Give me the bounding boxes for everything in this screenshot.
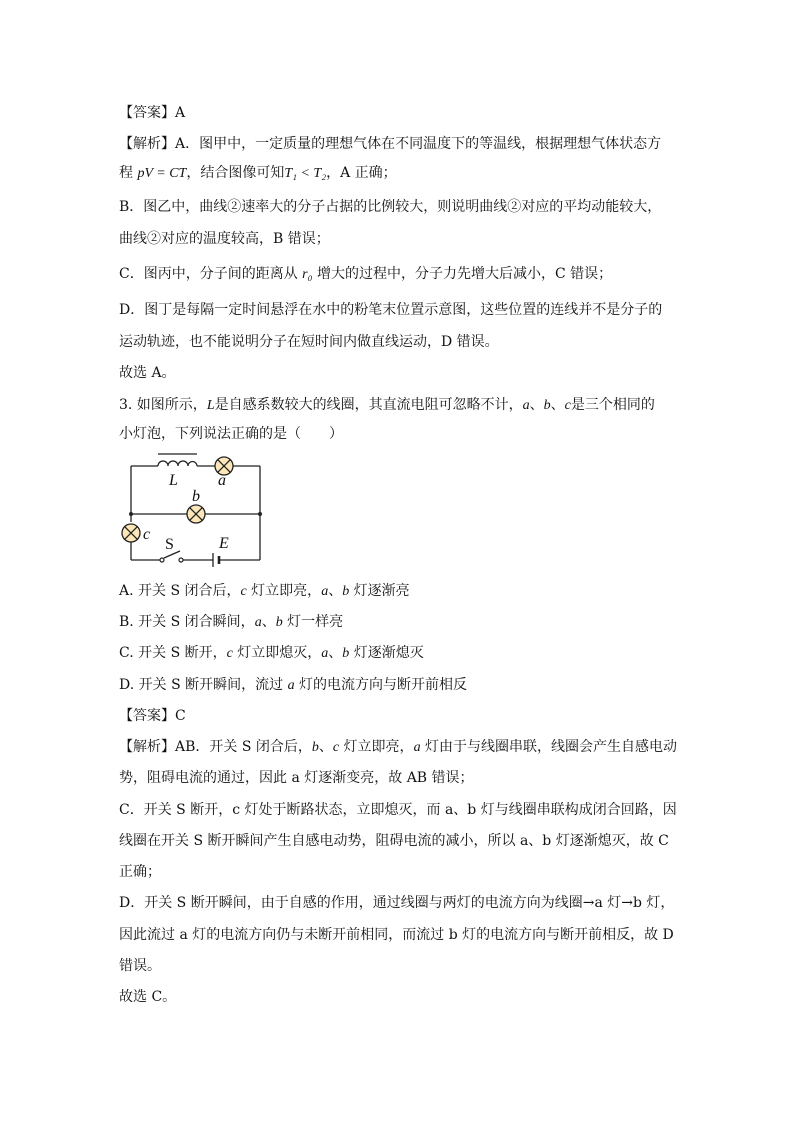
text-run: 3. 如图所示， xyxy=(119,397,207,413)
label-c: c xyxy=(143,526,151,543)
analysis-line: D．图丁是每隔一定时间悬浮在水中的粉笔末位置示意图，这些位置的连线并不是分子的 xyxy=(119,302,663,318)
analysis-line xyxy=(119,163,397,184)
switch-contact xyxy=(160,558,164,562)
answer-tag: 【答案】 xyxy=(119,105,175,121)
analysis-line: 曲线②对应的温度较高，B 错误； xyxy=(119,231,330,247)
text-run: AB．开关 S 闭合后， xyxy=(175,739,312,755)
var: L xyxy=(206,398,215,413)
analysis-line: C．开关 S 断开，c 灯处于断路状态，立即熄灭，而 a、b 灯与线圈串联构成闭合回路，因 xyxy=(119,802,677,818)
formula: T₁ < T₂ xyxy=(284,166,327,181)
analysis-tag: 【解析】 xyxy=(119,136,175,152)
var: c xyxy=(332,740,340,755)
text-run: 灯立即熄灭， xyxy=(232,645,322,661)
junction-dot xyxy=(258,512,262,516)
option-a xyxy=(119,581,410,602)
var: a xyxy=(321,646,329,661)
text-run: 灯立即亮， xyxy=(339,739,414,755)
question-stem: 小灯泡，下列说法正确的是（ ） xyxy=(119,426,343,442)
label-L: L xyxy=(169,472,178,489)
analysis-line xyxy=(119,134,661,154)
text-run: 灯由于与线圈串联，线圈会产生自感电动 xyxy=(420,739,678,755)
option-d xyxy=(119,675,467,696)
label-a: a xyxy=(218,472,226,489)
answer-tag: 【答案】 xyxy=(119,708,175,724)
text-run: C. 开关 S 断开， xyxy=(119,645,227,661)
var: b xyxy=(342,584,350,599)
formula: r₀ xyxy=(302,267,313,282)
lamp-c-icon xyxy=(122,524,140,542)
text-run: C．图丙中，分子间的距离从 xyxy=(119,266,298,282)
text-run: 、 xyxy=(328,583,343,599)
text-run: 灯一样亮 xyxy=(282,614,344,630)
var: c xyxy=(226,646,233,661)
formula: pV = CT xyxy=(137,166,187,181)
var: a xyxy=(254,615,262,630)
junction-dot xyxy=(129,512,133,516)
var: c xyxy=(564,398,571,413)
text-run: 是三个相同的 xyxy=(570,397,655,413)
text-run: 、 xyxy=(261,614,276,630)
analysis-line: D．开关 S 断开瞬间，由于自感的作用，通过线圈与两灯的电流方向为线圈→a 灯→b 灯， xyxy=(119,895,675,911)
var: b xyxy=(311,740,319,755)
text-run: 灯的电流方向与断开前相反 xyxy=(294,677,468,693)
answer-line-q2 xyxy=(119,103,185,123)
switch-contact xyxy=(179,558,183,562)
label-E: E xyxy=(219,535,229,552)
text-run: ，结合图像可知 xyxy=(186,165,285,181)
text-run: 是自感系数较大的线圈，其直流电阻可忽略不计， xyxy=(214,397,523,413)
text-run: A. 开关 S 闭合后， xyxy=(119,583,241,599)
text-run: 、 xyxy=(328,645,343,661)
lamp-b-icon xyxy=(187,505,205,523)
analysis-text: A．图甲中，一定质量的理想气体在不同温度下的等温线，根据理想气体状态方 xyxy=(175,136,662,152)
analysis-line xyxy=(119,264,612,285)
analysis-line: B．图乙中，曲线②速率大的分子占据的比例较大，则说明曲线②对应的平均动能较大， xyxy=(119,199,662,215)
analysis-line: 正确； xyxy=(119,864,161,880)
var: a xyxy=(522,398,530,413)
answer-line-q3 xyxy=(119,706,186,726)
text-run: 增大的过程中，分子力先增大后减小，C 错误； xyxy=(316,266,613,282)
var: a xyxy=(321,584,329,599)
var: b xyxy=(275,615,283,630)
var: a xyxy=(287,678,295,693)
choice-line: 故选 C。 xyxy=(119,989,177,1005)
analysis-tag: 【解析】 xyxy=(119,739,175,755)
choice-line: 故选 A。 xyxy=(119,365,176,381)
var: a xyxy=(413,740,421,755)
text-run: 程 xyxy=(119,165,133,181)
var: b xyxy=(543,398,551,413)
analysis-line: 势，阻碍电流的通过，因此 a 灯逐渐变亮，故 AB 错误； xyxy=(119,770,474,786)
var: c xyxy=(240,584,247,599)
analysis-line: 线圈在开关 S 断开瞬间产生自感电动势，阻碍电流的减小，所以 a、b 灯逐渐熄灭，故 C xyxy=(119,833,669,849)
analysis-line: 运动轨迹，也不能说明分子在短时间内做直线运动，D 错误。 xyxy=(119,334,499,350)
option-b xyxy=(119,612,343,633)
text-run: 灯逐渐亮 xyxy=(349,583,410,599)
analysis-line xyxy=(119,737,677,758)
text-run: D. 开关 S 断开瞬间，流过 xyxy=(119,677,288,693)
label-S: S xyxy=(165,536,174,553)
analysis-line: 因此流过 a 灯的电流方向仍与未断开前相同，而流过 b 灯的电流方向与断开前相反，故 D xyxy=(119,927,674,943)
text-run: 、 xyxy=(318,739,333,755)
label-b: b xyxy=(192,488,200,505)
var: b xyxy=(342,646,350,661)
circuit-diagram xyxy=(118,450,268,568)
text-run: 灯逐渐熄灭 xyxy=(349,645,424,661)
text-run: ，A 正确； xyxy=(326,165,397,181)
answer-value: A xyxy=(175,105,186,121)
question-stem xyxy=(119,395,655,416)
text-run: 、 xyxy=(550,397,565,413)
answer-value: C xyxy=(175,708,186,724)
text-run: 、 xyxy=(529,397,544,413)
analysis-line: 错误。 xyxy=(119,958,161,974)
text-run: 灯立即亮， xyxy=(246,583,322,599)
option-c xyxy=(119,643,424,664)
inductor-coil xyxy=(158,461,197,466)
text-run: B. 开关 S 闭合瞬间， xyxy=(119,614,255,630)
